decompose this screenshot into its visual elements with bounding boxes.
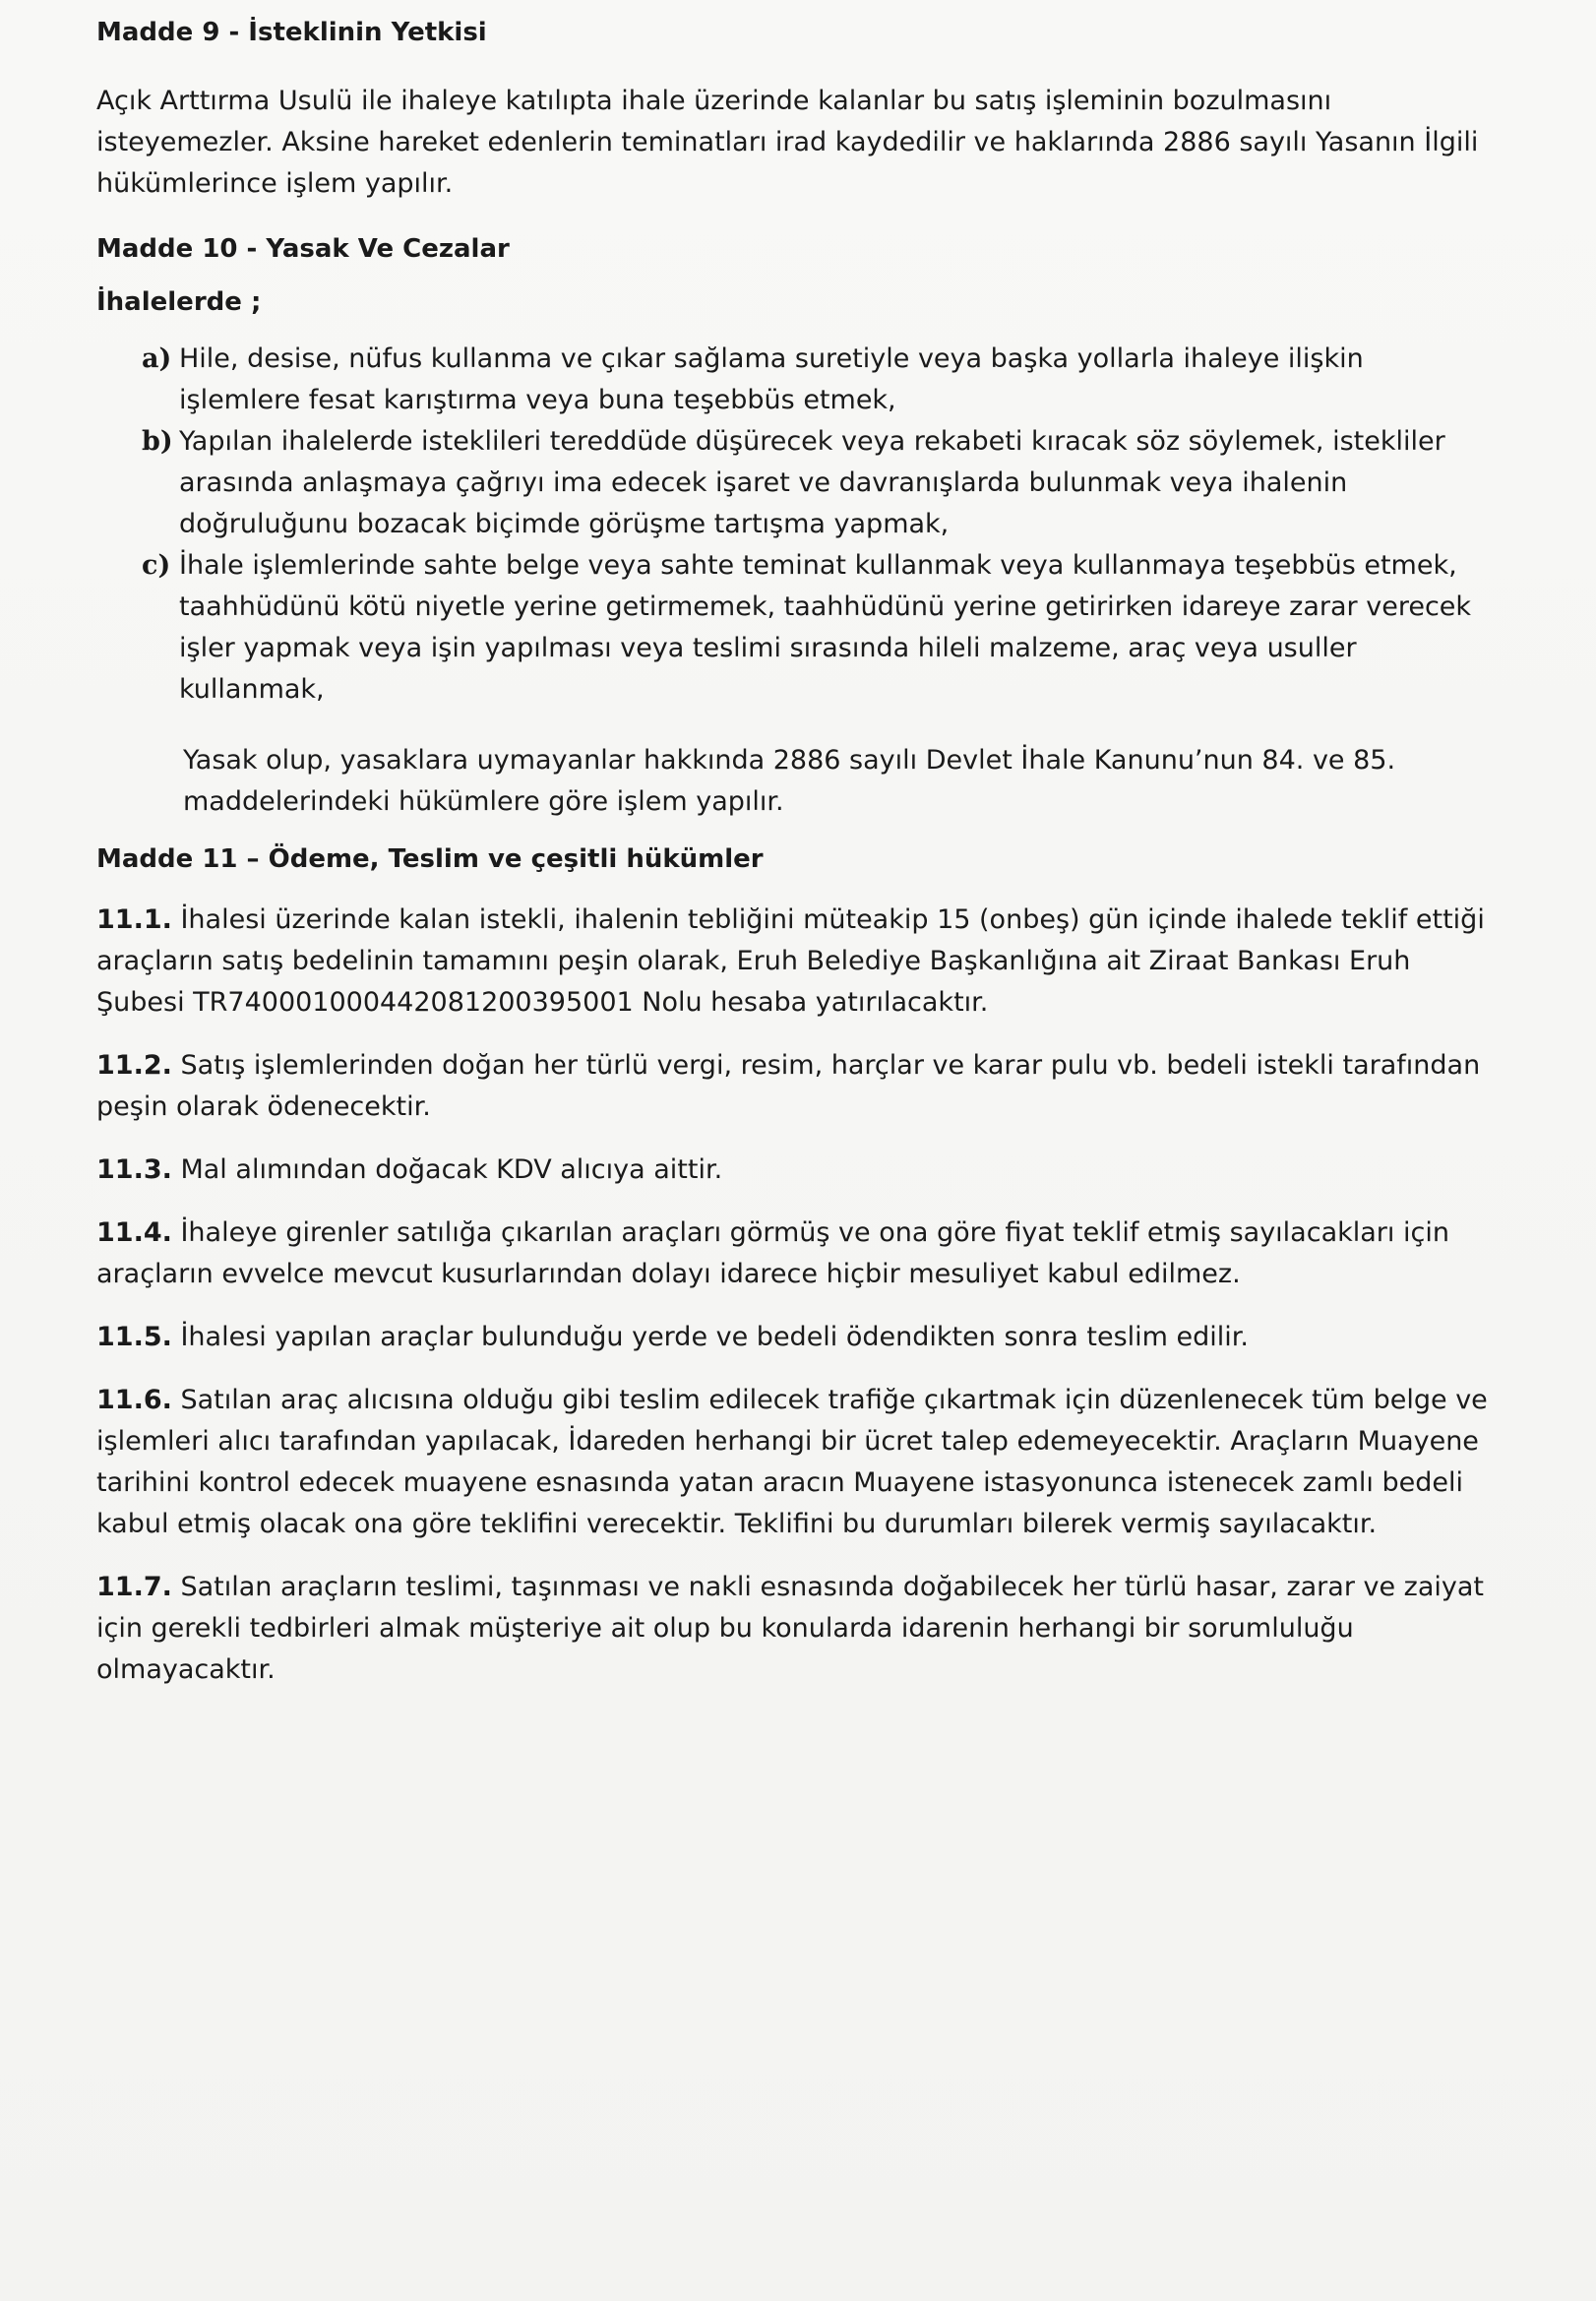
list-item [142,421,1488,545]
list-marker: b) [142,426,173,457]
prohibited-acts-list [142,339,1488,711]
clause-text: İhalesi yapılan araçlar bulunduğu yerde ve bedeli ödendikten sonra teslim edilir. [180,1322,1249,1352]
clause-text: Satış işlemlerinden doğan her türlü vergi, resim, harçlar ve karar pulu vb. bedeli istekli tarafından peşin olarak ödenecektir. [96,1050,1481,1122]
clause-number: 11.6. [96,1385,172,1415]
clause-number: 11.7. [96,1572,172,1602]
clause-11-7 [96,1567,1488,1691]
list-marker: a) [142,343,172,374]
clause-11-5 [96,1317,1488,1358]
madde-10-closing: Yasak olup, yasaklara uymayanlar hakkında 2886 sayılı Devlet İhale Kanunu’nun 84. ve 85. maddelerindeki hükümlere göre işlem yapılır. [183,745,1396,817]
clause-text: İhaleye girenler satılığa çıkarılan araçları görmüş ve ona göre fiyat teklif etmiş sayılacakları için araçların evvelce mevcut kusurlarından dolayı idarece hiçbir mesuliyet kabul edilmez. [96,1217,1449,1289]
clause-11-4 [96,1213,1488,1295]
clause-text: Mal alımından doğacak KDV alıcıya aittir. [180,1154,723,1185]
clause-number: 11.3. [96,1154,172,1185]
madde-11-heading: Madde 11 – Ödeme, Teslim ve çeşitli hükümler [96,844,764,874]
list-item [142,545,1488,711]
madde-9-text: Açık Arttırma Usulü ile ihaleye katılıpta ihale üzerinde kalanlar bu satış işleminin bozulmasını isteyemezler. Aksine hareket edenlerin teminatları irad kaydedilir ve haklarında 2886 sayılı Yasanın İlgili hükümlerince işlem yapılır. [96,86,1479,199]
clause-text: Satılan araç alıcısına olduğu gibi teslim edilecek trafiğe çıkartmak için düzenlenecek tüm belge ve işlemleri alıcı tarafından yapılacak, İdareden herhangi bir ücret talep edemeyecektir. Araçların Muayene tarihini kontrol edecek muayene esnasında yatan aracın Muayene istasyonunca istenecek zamlı bedeli kabul etmiş olacak ona göre teklifini verecektir. Teklifini bu durumları bilerek vermiş sayılacaktır. [96,1385,1488,1539]
clause-text: Satılan araçların teslimi, taşınması ve nakli esnasında doğabilecek her türlü hasar, zarar ve zaiyat için gerekli tedbirleri almak müşteriye ait olup bu konularda idarenin herhangi bir sorumluluğu olmayacaktır. [96,1572,1484,1685]
clause-number: 11.2. [96,1050,172,1081]
clause-11-2 [96,1045,1488,1128]
list-item-text: Hile, desise, nüfus kullanma ve çıkar sağlama suretiyle veya başka yollarla ihaleye ilişkin işlemlere fesat karıştırma veya buna teşebbüs etmek, [179,343,1364,415]
list-item-text: Yapılan ihalelerde isteklileri tereddüde düşürecek veya rekabeti kıracak söz söylemek, istekliler arasında anlaşmaya çağrıyı ima edecek işaret ve davranışlarda bulunmak veya ihalenin doğruluğunu bozacak biçimde görüşme tartışma yapmak, [179,426,1445,539]
madde-9-heading: Madde 9 - İsteklinin Yetkisi [96,18,487,47]
madde-10-subheading: İhalelerde ; [96,287,262,317]
clause-text: İhalesi üzerinde kalan istekli, ihalenin tebliğini müteakip 15 (onbeş) gün içinde ihalede teklif ettiği araçların satış bedelinin tamamını peşin olarak, Eruh Belediye Başkanlığına ait Ziraat Bankası Eruh Şubesi TR740001000442081200395001 Nolu hesaba yatırılacaktır. [96,904,1485,1018]
clause-number: 11.1. [96,904,172,935]
list-marker: c) [142,550,171,581]
clause-11-3 [96,1150,1488,1191]
clause-11-1 [96,900,1488,1024]
clause-11-6 [96,1380,1488,1545]
clause-number: 11.4. [96,1217,172,1248]
list-item-text: İhale işlemlerinde sahte belge veya sahte teminat kullanmak veya kullanmaya teşebbüs etmek, taahhüdünü kötü niyetle yerine getirmemek, taahhüdünü yerine getirirken idareye zarar verecek işler yapmak veya işin yapılması veya teslimi sırasında hileli malzeme, araç veya usuller kullanmak, [179,550,1472,705]
list-item [142,339,1488,421]
clause-number: 11.5. [96,1322,172,1352]
madde-10-heading: Madde 10 - Yasak Ve Cezalar [96,234,510,264]
